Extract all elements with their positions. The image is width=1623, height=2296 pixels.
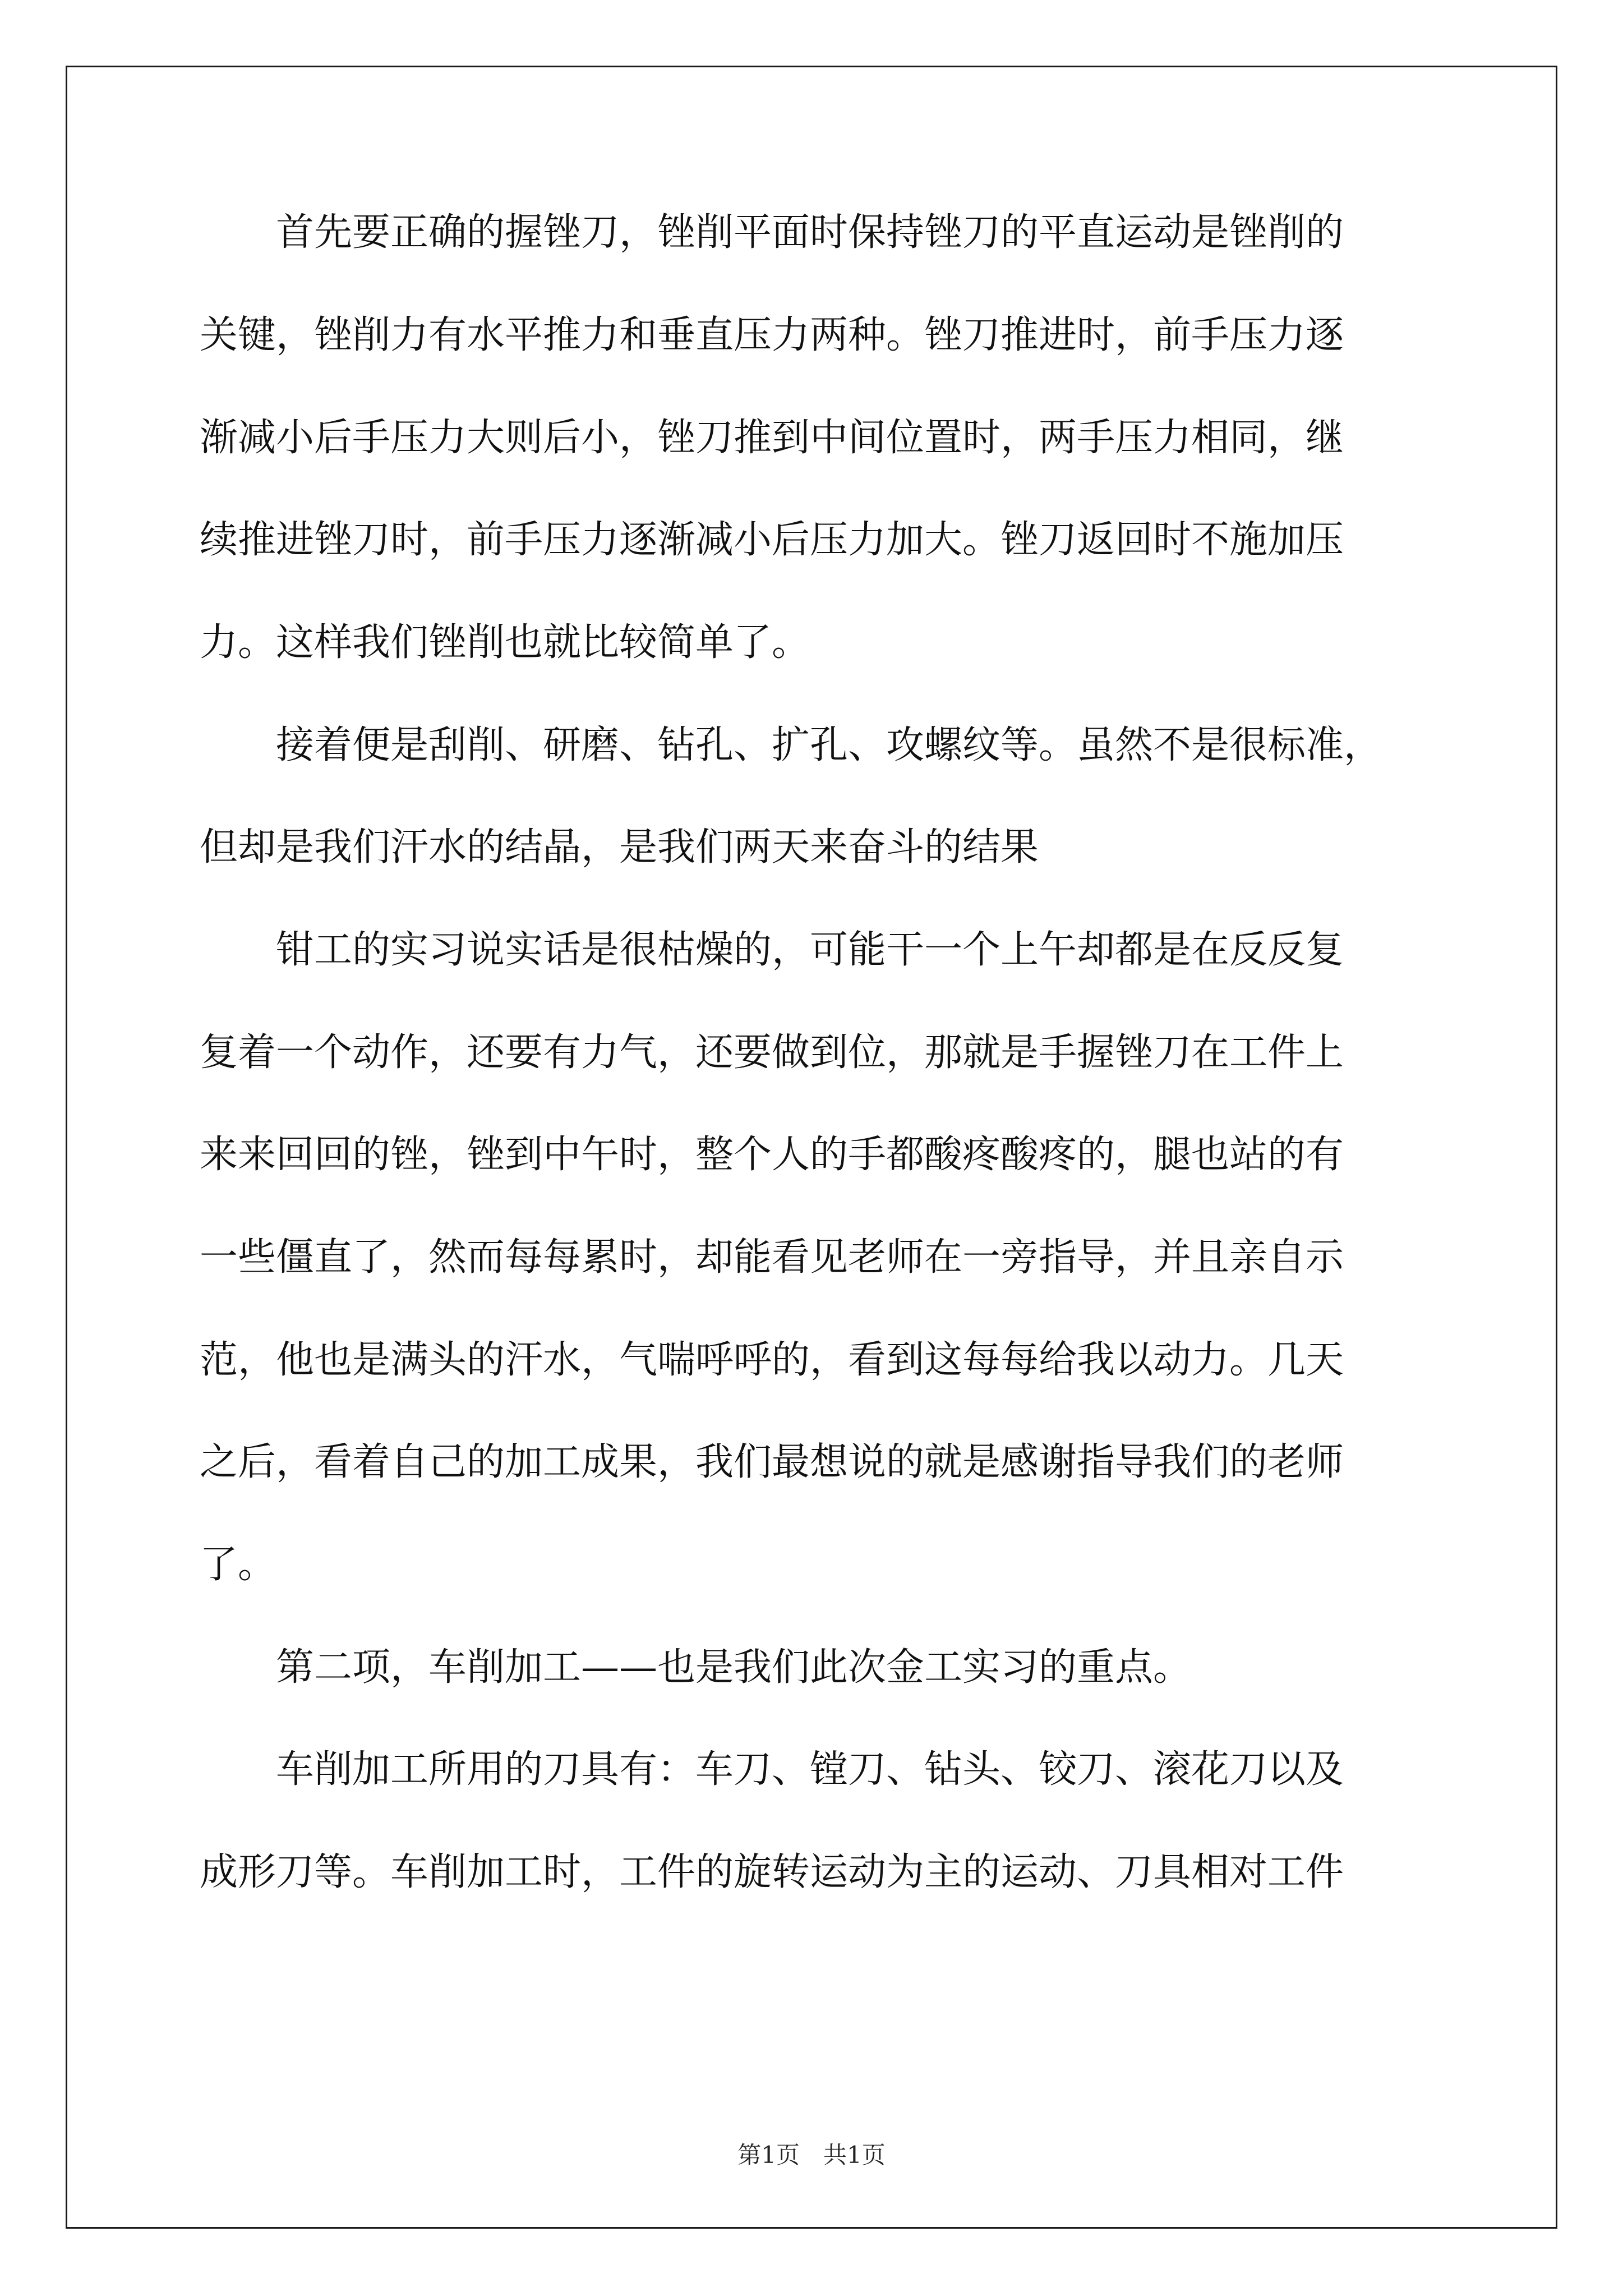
text-line: 车削加工所用的刀具有：车刀、镗刀、钻头、铰刀、滚花刀以及 <box>200 1747 1344 1792</box>
text-line: 一些僵直了，然而每每累时，却能看见老师在一旁指导，并且亲自示 <box>200 1235 1344 1280</box>
text-line: 钳工的实习说实话是很枯燥的，可能干一个上午却都是在反反复 <box>200 928 1344 972</box>
text-line: 成形刀等。车削加工时，工件的旋转运动为主的运动、刀具相对工件 <box>200 1850 1344 1894</box>
text-line: 接着便是刮削、研磨、钻孔、扩孔、攻螺纹等。虽然不是很标准， <box>200 723 1382 767</box>
text-line: 来来回回的锉，锉到中午时，整个人的手都酸疼酸疼的，腿也站的有 <box>200 1133 1344 1177</box>
text-line: 范，他也是满头的汗水，气喘呼呼的，看到这每每给我以动力。几天 <box>200 1338 1344 1382</box>
text-line: 复着一个动作，还要有力气，还要做到位，那就是手握锉刀在工件上 <box>200 1030 1344 1075</box>
page-footer: 第1页 共1页 <box>737 2141 886 2169</box>
text-line: 续推进锉刀时，前手压力逐渐减小后压力加大。锉刀返回时不施加压 <box>200 518 1344 562</box>
text-line: 首先要正确的握锉刀，锉削平面时保持锉刀的平直运动是锉削的 <box>200 210 1344 255</box>
text-line: 第二项，车削加工——也是我们此次金工实习的重点。 <box>200 1645 1192 1690</box>
text-line: 了。 <box>200 1543 276 1587</box>
text-line: 但却是我们汗水的结晶，是我们两天来奋斗的结果 <box>200 825 1039 869</box>
text-line: 之后，看着自己的加工成果，我们最想说的就是感谢指导我们的老师 <box>200 1440 1344 1484</box>
text-line: 渐减小后手压力大则后小，锉刀推到中间位置时，两手压力相同，继 <box>200 416 1344 460</box>
text-line: 关键，锉削力有水平推力和垂直压力两种。锉刀推进时，前手压力逐 <box>200 313 1344 357</box>
text-line: 力。这样我们锉削也就比较简单了。 <box>200 620 810 665</box>
